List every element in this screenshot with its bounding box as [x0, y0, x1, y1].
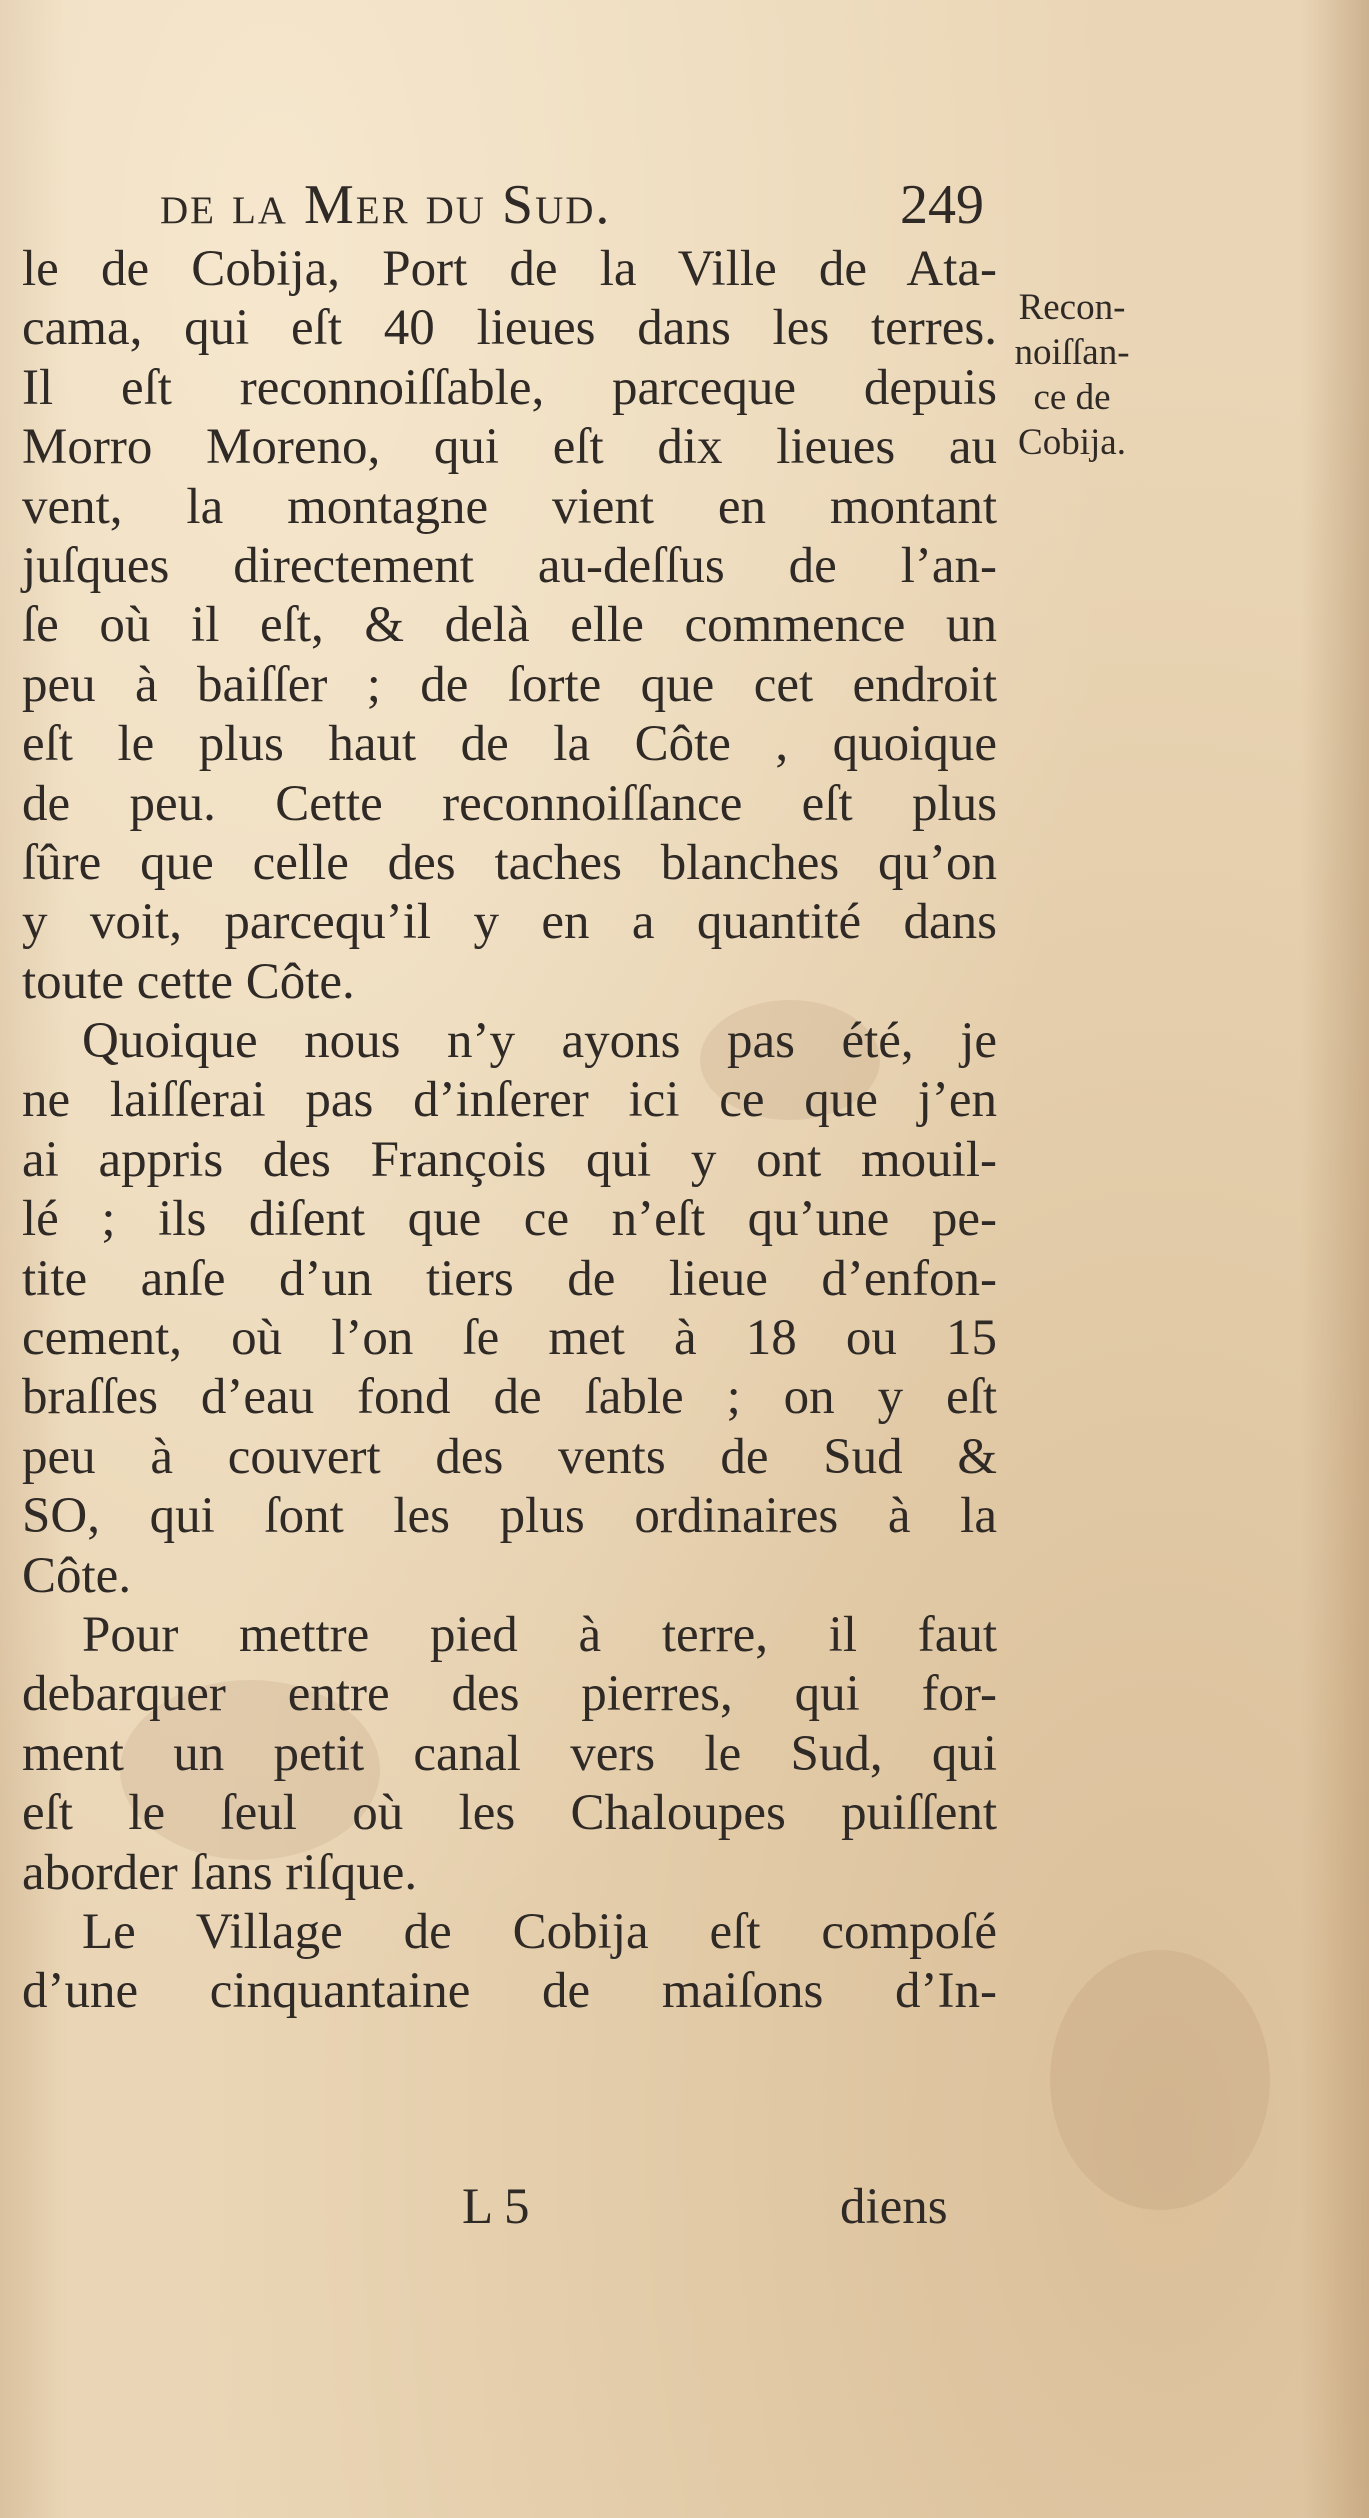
- text-line: SO, qui ſont les plus ordinaires à la: [22, 1488, 997, 1545]
- text-line: y voit, parcequ’il y en a quantité dans: [22, 894, 997, 951]
- text-line: braſſes d’eau fond de ſable ; on y eſt: [22, 1369, 997, 1426]
- text-line: Pour mettre pied à terre, il faut: [82, 1606, 997, 1663]
- text-line: eſt le ſeul où les Chaloupes puiſſent: [22, 1785, 997, 1842]
- text-line: eſt le plus haut de la Côte , quoique: [22, 716, 997, 773]
- text-line: aborder ſans riſque.: [22, 1844, 418, 1901]
- running-head: [160, 170, 1040, 240]
- text-line: Le Village de Cobija eſt compoſé: [82, 1903, 997, 1960]
- text-line: de peu. Cette reconnoiſſance eſt plus: [22, 775, 997, 832]
- text-line: cama, qui eſt 40 lieues dans les terres.: [22, 300, 997, 357]
- margin-note-line: ce de: [1033, 377, 1111, 418]
- text-line: ſûre que celle des taches blanches qu’on: [22, 834, 997, 891]
- body-text: [22, 240, 1022, 2022]
- text-line: lé ; ils diſent que ce n’eſt qu’une pe-: [22, 1191, 997, 1248]
- text-line: ment un petit canal vers le Sud, qui: [22, 1725, 997, 1782]
- text-line: le de Cobija, Port de la Ville de Ata-: [22, 241, 997, 297]
- text-line: peu à couvert des vents de Sud &: [22, 1428, 997, 1485]
- text-line: tite anſe d’un tiers de lieue d’enfon-: [22, 1250, 997, 1307]
- margin-note-line: Cobija.: [1018, 422, 1126, 463]
- text-line: Il eſt reconnoiſſable, parceque depuis: [22, 359, 997, 416]
- page-number: 249: [900, 174, 984, 236]
- text-line: Quoique nous n’y ayons pas été, je: [82, 1013, 997, 1070]
- text-line: d’une cinquantaine de maiſons d’In-: [22, 1963, 997, 2020]
- text-line: ne laiſſerai pas d’inſerer ici ce que j’en: [22, 1072, 997, 1129]
- paper-stain: [1050, 1950, 1270, 2210]
- text-line: peu à baiſſer ; de ſorte que cet endroit: [22, 656, 997, 713]
- text-line: ai appris des François qui y ont mouil-: [22, 1131, 997, 1188]
- running-title: de la Mer du Sud.: [160, 174, 612, 236]
- text-line: Côte.: [22, 1547, 132, 1604]
- text-line: debarquer entre des pierres, qui for-: [22, 1666, 997, 1723]
- text-line: vent, la montagne vient en montant: [22, 478, 997, 535]
- text-line: juſques directement au-deſſus de l’an-: [22, 537, 997, 594]
- signature-mark: L 5: [462, 2179, 530, 2235]
- text-line: ſe où il eſt, & delà elle commence un: [22, 597, 997, 654]
- text-line: toute cette Côte.: [22, 953, 355, 1010]
- catchword: diens: [840, 2179, 948, 2235]
- text-line: Morro Moreno, qui eſt dix lieues au: [22, 419, 997, 476]
- margin-note-line: noiſſan-: [1014, 332, 1130, 373]
- text-line: cement, où l’on ſe met à 18 ou 15: [22, 1310, 997, 1367]
- margin-note-line: Recon-: [1018, 287, 1126, 328]
- footer: [0, 2172, 1369, 2242]
